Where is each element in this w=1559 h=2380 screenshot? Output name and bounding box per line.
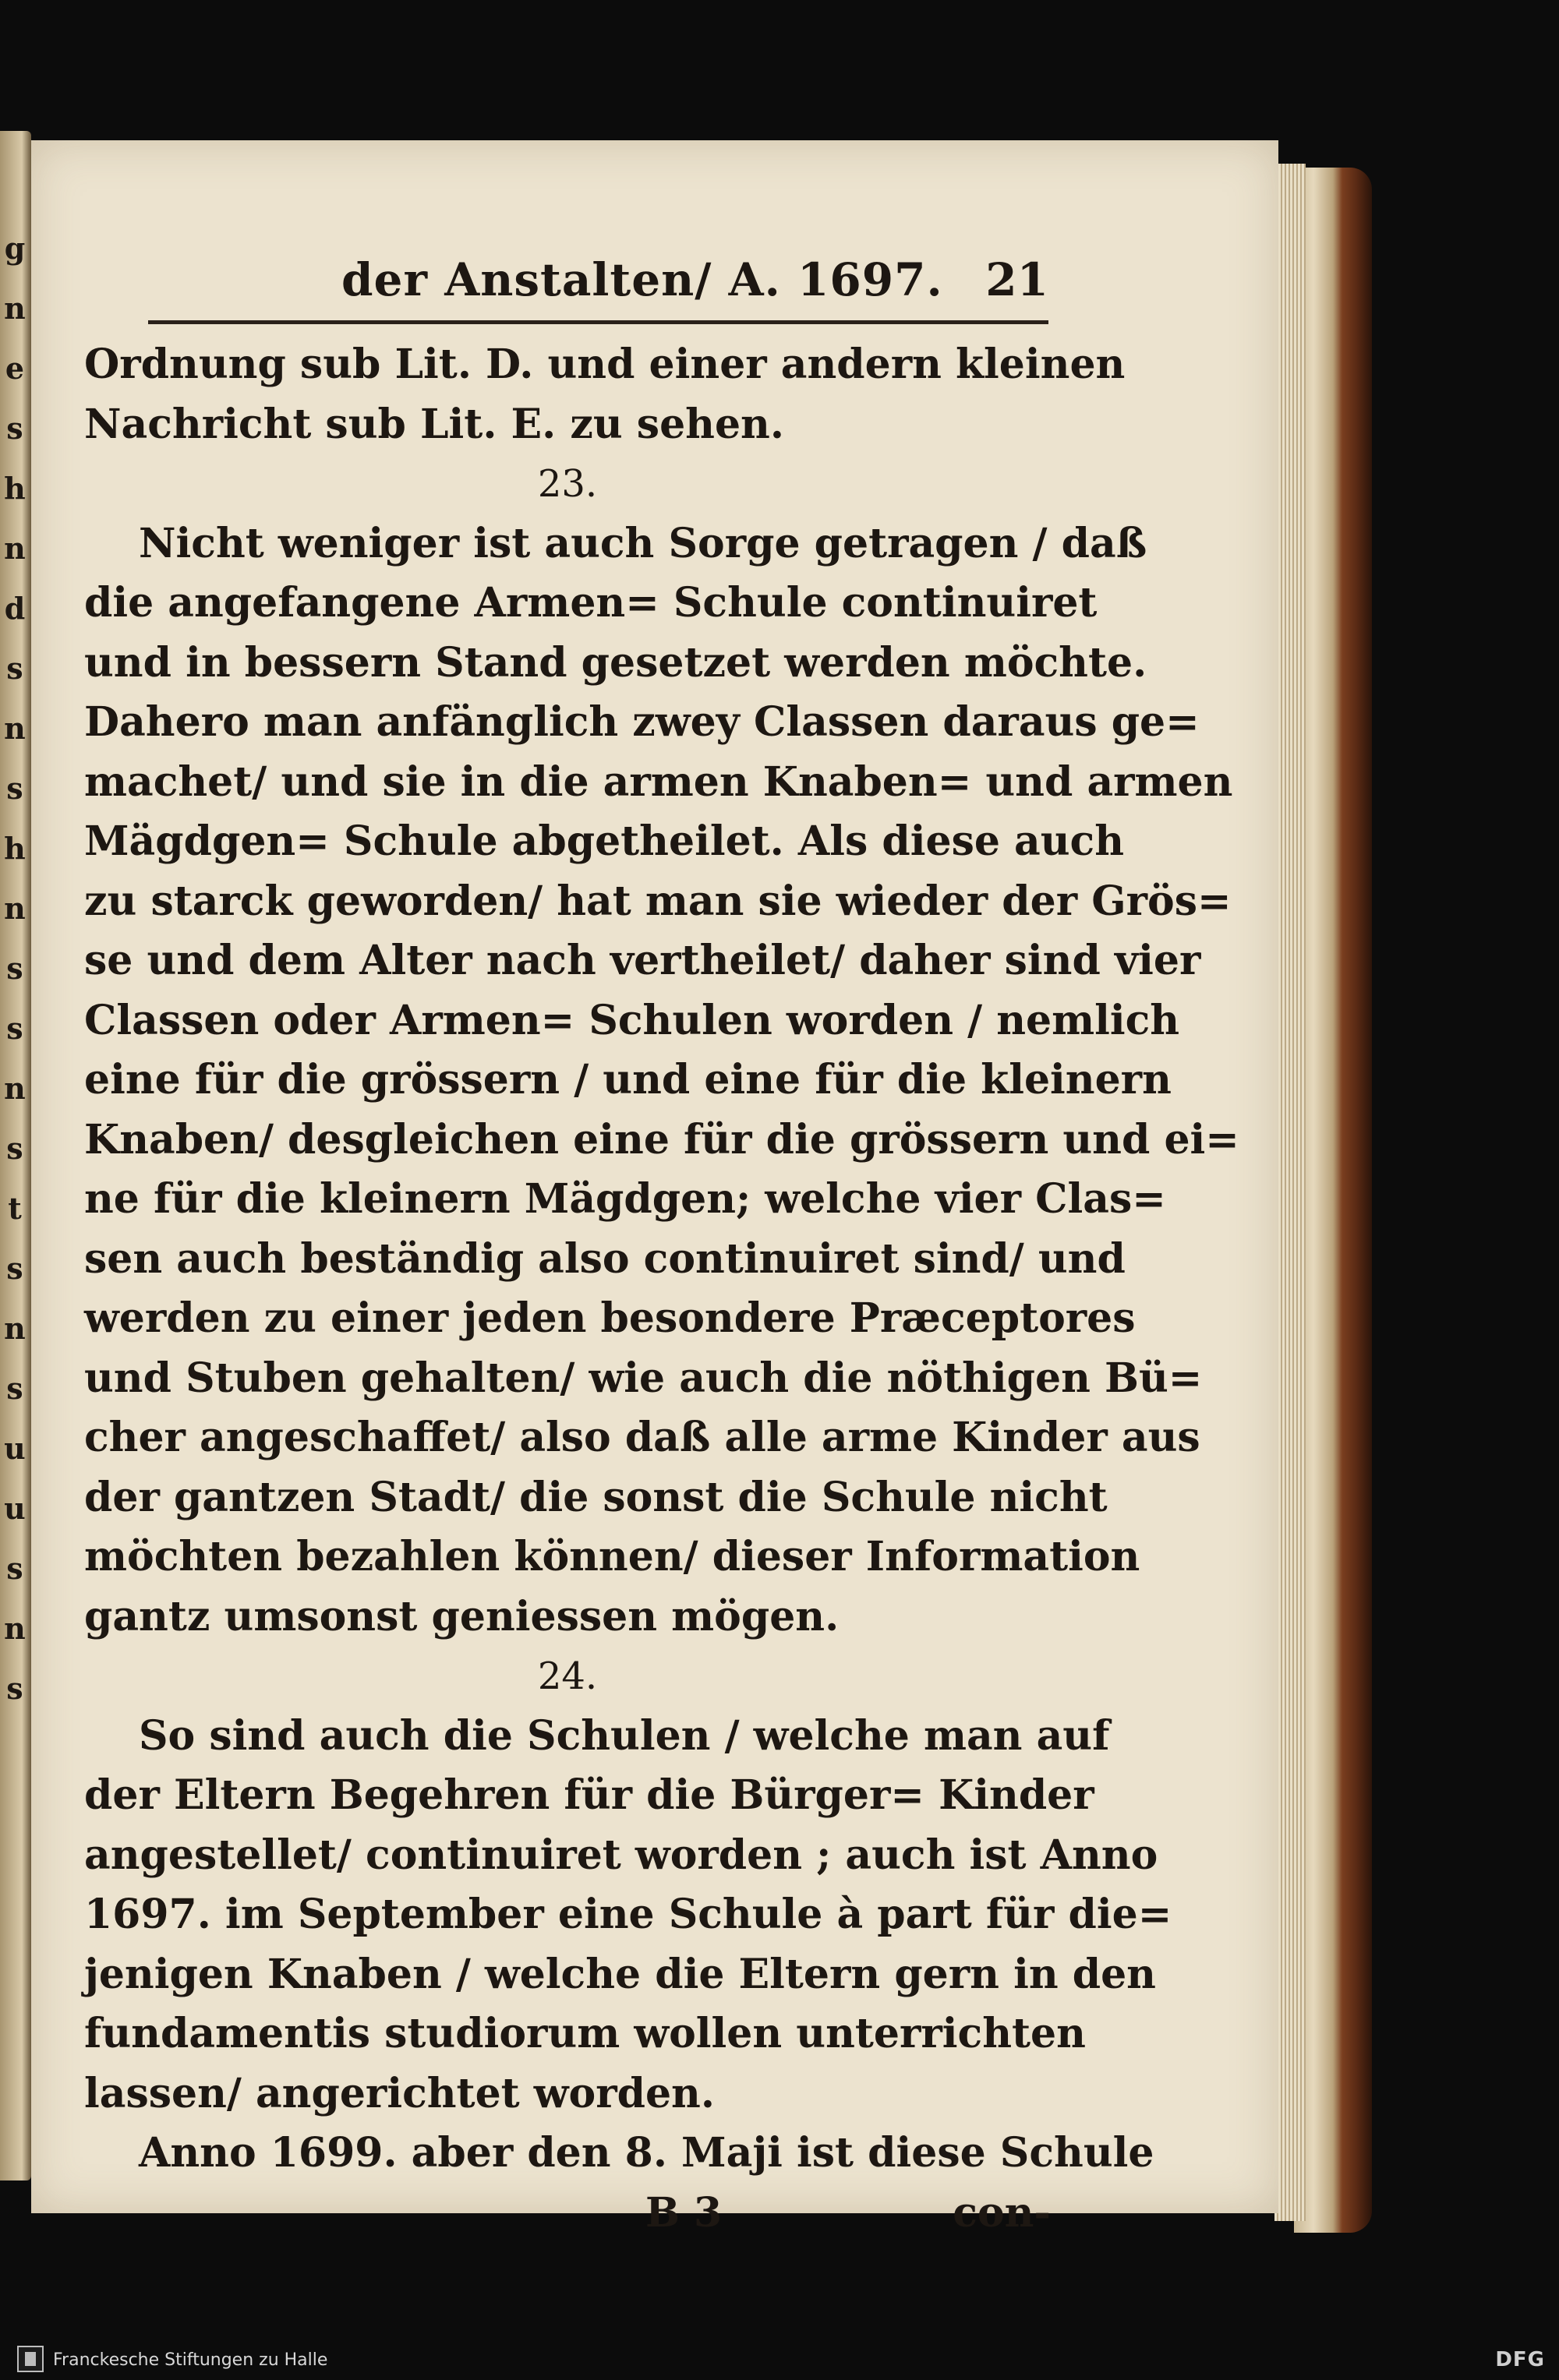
text-line: zu starck geworden/ hat man sie wieder der Grös= — [84, 877, 1232, 925]
book-binding — [1294, 168, 1372, 2233]
text-line: möchten bezahlen können/ dieser Information — [84, 1533, 1140, 1580]
facing-page-fragment: d — [4, 591, 26, 626]
text-line: ne für die kleinern Mägdgen; welche vier Clas= — [84, 1175, 1166, 1223]
facing-page-fragment: s — [6, 771, 23, 806]
section-number: 23. — [537, 462, 598, 506]
text-line: cher angeschaffet/ also daß alle arme Kinder aus — [84, 1414, 1200, 1461]
facing-page-fragment: n — [4, 531, 26, 566]
text-line: Knaben/ desgleichen eine für die grössern und ei= — [84, 1115, 1239, 1164]
text-line: gantz umsonst geniessen mögen. — [84, 1592, 840, 1640]
facing-page-fragment: n — [4, 891, 26, 926]
text-line: Anno 1699. aber den 8. Maji ist diese Schule — [139, 2129, 1154, 2177]
catch-line — [84, 2184, 1051, 2244]
facing-page-fragment: e — [5, 351, 25, 386]
facing-page-fragment: u — [4, 1491, 26, 1526]
text-line: werden zu einer jeden besondere Præceptores — [84, 1294, 1136, 1342]
facing-page-fragment: n — [4, 1311, 26, 1346]
facing-page-fragment: s — [6, 1551, 23, 1586]
facing-page-fragment: s — [6, 951, 23, 986]
institution-logo-icon — [17, 2346, 44, 2372]
facing-page-edge — [0, 131, 31, 2180]
text-line: se und dem Alter nach vertheilet/ daher sind vier — [84, 937, 1201, 984]
text-line: und in bessern Stand gesetzet werden möchte. — [84, 638, 1147, 687]
text-line: Nicht weniger ist auch Sorge getragen / daß — [139, 519, 1147, 567]
text-line: fundamentis studiorum wollen unterrichten — [84, 2010, 1086, 2057]
section-number: 24. — [537, 1654, 598, 1698]
text-line: der Eltern Begehren für die Bürger= Kinder — [84, 1771, 1094, 1819]
facing-page-fragment: s — [6, 1671, 23, 1706]
page-header — [148, 253, 1048, 323]
text-line: eine für die grössern / und eine für die kleinern — [84, 1056, 1172, 1103]
footer-bar — [0, 2339, 1559, 2380]
text-line: Mägdgen= Schule abgetheilet. Als diese auch — [84, 817, 1124, 865]
text-line: machet/ und sie in die armen Knaben= und armen — [84, 757, 1233, 806]
facing-page-fragment: s — [6, 1251, 23, 1286]
book-page — [31, 140, 1278, 2237]
text-line: Classen oder Armen= Schulen worden / nemlich — [84, 996, 1180, 1044]
facing-page-fragment: g — [4, 231, 26, 266]
text-line: 1697. im September eine Schule à part für die= — [84, 1891, 1172, 1938]
facing-page-fragment: h — [4, 471, 26, 506]
text-line: So sind auch die Schulen / welche man auf — [139, 1711, 1110, 1760]
text-line: lassen/ angerichtet worden. — [84, 2069, 715, 2117]
running-head: der Anstalten/ A. 1697. — [341, 253, 943, 306]
institution-name: Franckesche Stiftungen zu Halle — [53, 2350, 328, 2370]
main-text — [84, 335, 1239, 2243]
facing-page-fragment: s — [6, 411, 23, 446]
page-edges — [1274, 164, 1306, 2221]
text-line: der gantzen Stadt/ die sonst die Schule nicht — [84, 1473, 1108, 1521]
signature-mark: B 3 — [645, 2188, 723, 2237]
facing-page-fragment: s — [6, 1131, 23, 1166]
dfg-logo: DFG — [1495, 2348, 1545, 2371]
facing-page-fragment: s — [6, 651, 23, 686]
text-line: die angefangene Armen= Schule continuiret — [84, 579, 1098, 627]
facing-page-fragment: n — [4, 1071, 26, 1106]
catchword: con- — [953, 2188, 1051, 2237]
text-line: Ordnung sub Lit. D. und einer andern kleinen — [84, 341, 1126, 388]
facing-page-fragment: n — [4, 711, 26, 746]
page-number: 21 — [985, 253, 1048, 306]
facing-page-fragment: t — [8, 1191, 22, 1226]
text-line: sen auch beständig also continuiret sind/ und — [84, 1234, 1126, 1283]
header-rule — [148, 320, 1048, 324]
text-line: jenigen Knaben / welche die Eltern gern in den — [84, 1950, 1156, 1998]
facing-page-fragment: n — [4, 1611, 26, 1646]
text-line: Dahero man anfänglich zwey Classen daraus ge= — [84, 698, 1200, 746]
facing-page-fragment: s — [6, 1371, 23, 1406]
text-line: Nachricht sub Lit. E. zu sehen. — [84, 400, 784, 448]
facing-page-fragment: n — [4, 291, 26, 326]
facing-page-fragment: h — [4, 831, 26, 866]
text-line: und Stuben gehalten/ wie auch die nöthigen Bü= — [84, 1354, 1203, 1402]
facing-page-fragment: u — [4, 1431, 26, 1466]
facing-page-fragment: s — [6, 1011, 23, 1046]
text-line: angestellet/ continuiret worden ; auch ist Anno — [84, 1831, 1158, 1879]
